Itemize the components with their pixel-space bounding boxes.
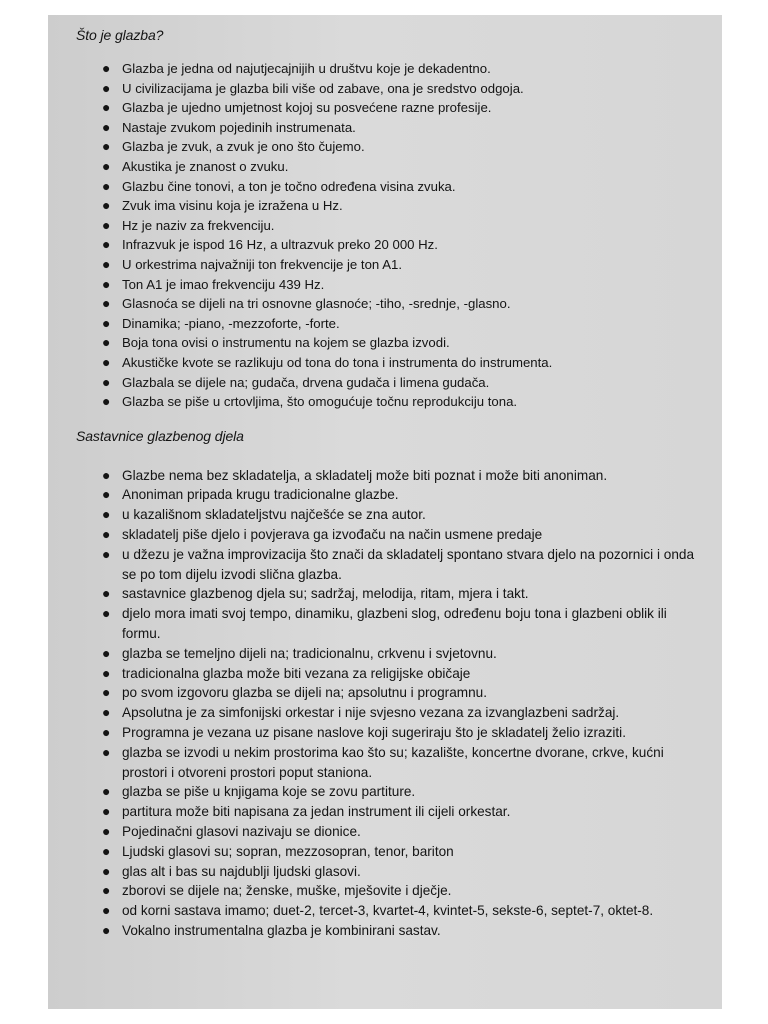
bullet-icon: ● [102, 704, 111, 721]
list-item [76, 255, 702, 275]
list-item-text: Glasnoća se dijeli na tri osnovne glasnoće; -tiho, -srednje, -glasno. [122, 296, 511, 312]
list-item [76, 373, 702, 393]
document-page [48, 15, 722, 1009]
section-heading-what-is-music: Što je glazba? [76, 27, 164, 43]
list-item-text: Ljudski glasovi su; sopran, mezzosopran, tenor, bariton [122, 843, 454, 859]
list-item [76, 683, 702, 703]
list-item-text: Apsolutna je za simfonijski orkestar i nije svjesno vezana za izvanglazbeni sadržaj. [122, 705, 620, 721]
list-item-text: Glazba je ujedno umjetnost kojoj su posvećene razne profesije. [122, 100, 492, 116]
bullet-icon: ● [102, 216, 111, 233]
list-item-text: u kazališnom skladateljstvu najčešće se zna autor. [122, 507, 426, 523]
bullet-icon: ● [102, 585, 111, 602]
bullet-icon: ● [102, 724, 111, 741]
bullet-icon: ● [102, 236, 111, 253]
bullet-icon: ● [102, 393, 111, 410]
list-item [76, 392, 702, 412]
list-item-text: Akustika je znanost o zvuku. [122, 158, 289, 174]
list-item [76, 743, 702, 783]
list-item-text: Akustičke kvote se razlikuju od tona do tona i instrumenta do instrumenta. [122, 354, 553, 370]
bullet-icon: ● [102, 177, 111, 194]
list-item-text: partitura može biti napisana za jedan instrument ili cijeli orkestar. [122, 804, 511, 820]
list-item-text: djelo mora imati svoj tempo, dinamiku, glazbeni slog, određenu boju tona i glazbeni oblik ili formu. [122, 606, 667, 642]
bullet-icon: ● [102, 486, 111, 503]
bullet-icon: ● [102, 275, 111, 292]
list-item [76, 275, 702, 295]
list-item-text: skladatelj piše djelo i povjerava ga izvođaču na način usmene predaje [122, 527, 543, 543]
list-item-text: tradicionalna glazba može biti vezana za religijske običaje [122, 665, 471, 681]
bullet-icon: ● [102, 353, 111, 370]
list-item [76, 505, 702, 525]
list-item [76, 782, 702, 802]
list-item-text: Infrazvuk je ispod 16 Hz, a ultrazvuk preko 20 000 Hz. [122, 237, 438, 253]
list-item-text: po svom izgovoru glazba se dijeli na; apsolutnu i programnu. [122, 685, 487, 701]
list-item [76, 294, 702, 314]
bullet-icon: ● [102, 664, 111, 681]
list-item [76, 703, 702, 723]
list-item [76, 723, 702, 743]
bullet-icon: ● [102, 545, 111, 562]
list-item [76, 485, 702, 505]
list-item-text: Glazba se piše u crtovljima, što omogućuje točnu reprodukciju tona. [122, 394, 518, 410]
list-item-text: Nastaje zvukom pojedinih instrumenata. [122, 119, 356, 135]
bullet-icon: ● [102, 605, 111, 622]
list-item [76, 157, 702, 177]
list-item-text: glazba se temeljno dijeli na; tradicionalnu, crkvenu i svjetovnu. [122, 645, 497, 661]
bullet-icon: ● [102, 314, 111, 331]
list-item [76, 333, 702, 353]
bullet-icon: ● [102, 882, 111, 899]
list-item-text: Hz je naziv za frekvenciju. [122, 217, 275, 233]
list-item [76, 98, 702, 118]
list-item-text: Glazbu čine tonovi, a ton je točno određena visina zvuka. [122, 178, 456, 194]
list-item-text: Boja tona ovisi o instrumentu na kojem se glazba izvodi. [122, 335, 450, 351]
bullet-list-what-is-music [76, 59, 702, 412]
list-item-text: Glazba je zvuk, a zvuk je ono što čujemo. [122, 139, 365, 155]
bullet-icon: ● [102, 99, 111, 116]
bullet-icon: ● [102, 823, 111, 840]
bullet-icon: ● [102, 60, 111, 76]
list-item [76, 137, 702, 157]
bullet-icon: ● [102, 842, 111, 859]
bullet-icon: ● [102, 118, 111, 135]
list-item-text: Glazbala se dijele na; gudača, drvena gudača i limena gudača. [122, 374, 490, 390]
list-item [76, 79, 702, 99]
bullet-icon: ● [102, 783, 111, 800]
list-item [76, 525, 702, 545]
list-item-text: Programna je vezana uz pisane naslove koji sugeriraju što je skladatelj želio izraziti. [122, 725, 626, 741]
list-item-text: Anoniman pripada krugu tradicionalne glazbe. [122, 487, 399, 503]
list-item [76, 314, 702, 334]
bullet-icon: ● [102, 644, 111, 661]
list-item-text: u džezu je važna improvizacija što znači da skladatelj spontano stvara djelo na pozornici i onda se po tom dijelu izvodi slična glazba. [122, 546, 695, 582]
list-item [76, 802, 702, 822]
list-item-text: glazba se piše u knjigama koje se zovu partiture. [122, 784, 416, 800]
list-item-text: glazba se izvodi u nekim prostorima kao što su; kazalište, koncertne dvorane, crkve, kućni prostori i otvoreni prostori poput staniona. [122, 744, 664, 780]
list-item [76, 644, 702, 664]
list-item [76, 604, 702, 644]
list-item [76, 216, 702, 236]
list-item-text: Vokalno instrumentalna glazba je kombinirani sastav. [122, 923, 441, 939]
bullet-icon: ● [102, 197, 111, 214]
list-item-text: zborovi se dijele na; ženske, muške, mješovite i dječje. [122, 883, 452, 899]
bullet-icon: ● [102, 862, 111, 879]
list-item [76, 196, 702, 216]
list-item-text: U orkestrima najvažniji ton frekvencije je ton A1. [122, 256, 402, 272]
list-item-text: U civilizacijama je glazba bili više od zabave, ona je sredstvo odgoja. [122, 80, 524, 96]
list-item [76, 921, 702, 941]
list-item [76, 118, 702, 138]
list-item [76, 584, 702, 604]
list-item [76, 59, 702, 79]
list-item [76, 822, 702, 842]
list-item-text: Ton A1 je imao frekvenciju 439 Hz. [122, 276, 325, 292]
list-item [76, 664, 702, 684]
bullet-icon: ● [102, 157, 111, 174]
list-item-text: sastavnice glazbenog djela su; sadržaj, melodija, ritam, mjera i takt. [122, 586, 529, 602]
bullet-icon: ● [102, 466, 111, 483]
list-item [76, 881, 702, 901]
list-item-text: Pojedinačni glasovi nazivaju se dionice. [122, 824, 361, 840]
list-item [76, 862, 702, 882]
list-item [76, 842, 702, 862]
bullet-icon: ● [102, 255, 111, 272]
bullet-icon: ● [102, 506, 111, 523]
list-item [76, 353, 702, 373]
bullet-icon: ● [102, 334, 111, 351]
bullet-icon: ● [102, 922, 111, 939]
list-item-text: Zvuk ima visinu koja je izražena u Hz. [122, 198, 343, 214]
list-item-text: od korni sastava imamo; duet-2, tercet-3, kvartet-4, kvintet-5, sekste-6, septet-7, oktet-8. [122, 903, 654, 919]
list-item-text: Glazba je jedna od najutjecajnijih u društvu koje je dekadentno. [122, 61, 491, 76]
bullet-icon: ● [102, 684, 111, 701]
list-item-text: Glazbe nema bez skladatelja, a skladatelj može biti poznat i može biti anoniman. [122, 467, 608, 483]
list-item [76, 235, 702, 255]
bullet-icon: ● [102, 138, 111, 155]
bullet-icon: ● [102, 526, 111, 543]
bullet-icon: ● [102, 902, 111, 919]
bullet-icon: ● [102, 803, 111, 820]
list-item-text: Dinamika; -piano, -mezzoforte, -forte. [122, 315, 340, 331]
bullet-icon: ● [102, 373, 111, 390]
list-item [76, 901, 702, 921]
bullet-icon: ● [102, 295, 111, 312]
list-item [76, 545, 702, 585]
list-item-text: glas alt i bas su najdublji ljudski glasovi. [122, 863, 361, 879]
bullet-icon: ● [102, 743, 111, 760]
list-item [76, 466, 702, 486]
list-item [76, 177, 702, 197]
bullet-list-components [76, 466, 702, 941]
bullet-icon: ● [102, 79, 111, 96]
section-heading-components: Sastavnice glazbenog djela [76, 427, 244, 444]
